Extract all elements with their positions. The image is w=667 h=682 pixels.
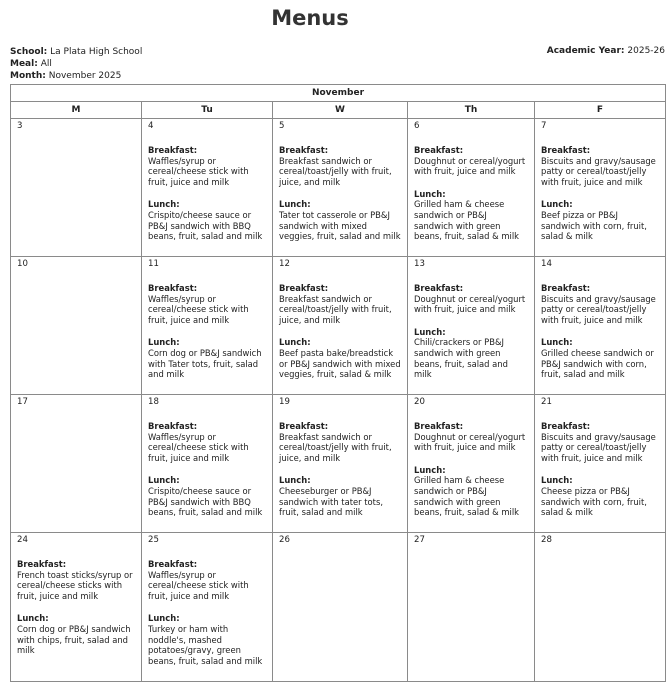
day-number: 27 xyxy=(414,535,425,545)
lunch-menu: Cheese pizza or PB&J sandwich with corn, fruit, salad & milk xyxy=(541,485,647,518)
breakfast-label: Breakfast: xyxy=(414,421,464,431)
weekday-header: F xyxy=(535,102,666,119)
day-cell xyxy=(408,533,535,682)
day-number: 4 xyxy=(148,121,154,131)
breakfast-label: Breakfast: xyxy=(541,283,591,293)
breakfast-label: Breakfast: xyxy=(414,283,464,293)
breakfast-label: Breakfast: xyxy=(148,283,198,293)
day-number: 17 xyxy=(17,397,28,407)
lunch-menu: Corn dog or PB&J sandwich with chips, fruit, salad and milk xyxy=(17,623,131,656)
breakfast-label: Breakfast: xyxy=(17,559,67,569)
weekday-header: M xyxy=(11,102,142,119)
day-number: 13 xyxy=(414,259,425,269)
day-cell xyxy=(273,533,408,682)
day-number: 26 xyxy=(279,535,290,545)
month-label: Month: xyxy=(10,71,46,81)
weekday-header-row xyxy=(11,102,666,119)
month-header: November xyxy=(11,85,666,102)
lunch-label: Lunch: xyxy=(541,475,573,486)
lunch-label: Lunch: xyxy=(541,199,573,210)
day-number: 3 xyxy=(17,121,23,131)
lunch-label: Lunch: xyxy=(414,326,446,337)
lunch-label: Lunch: xyxy=(279,475,311,486)
lunch-label: Lunch: xyxy=(541,337,573,348)
meal-value: All xyxy=(40,59,52,69)
lunch-label: Lunch: xyxy=(17,613,49,624)
breakfast-label: Breakfast: xyxy=(279,145,329,155)
lunch-menu: Turkey or ham with noddle's, mashed potatoes/gravy, green beans, fruit, salad and milk xyxy=(148,623,263,666)
day-cell xyxy=(142,395,273,533)
breakfast-label: Breakfast: xyxy=(414,145,464,155)
lunch-label: Lunch: xyxy=(148,337,180,348)
week-row xyxy=(11,119,666,257)
meal-label: Meal: xyxy=(10,59,38,69)
academic-year xyxy=(547,46,665,56)
breakfast-label: Breakfast: xyxy=(148,145,198,155)
menu-calendar xyxy=(10,84,666,682)
day-number: 11 xyxy=(148,259,159,269)
breakfast-menu: Biscuits and gravy/sausage patty or cereal/toast/jelly with fruit, juice and milk xyxy=(541,155,656,187)
day-cell xyxy=(142,257,273,395)
lunch-menu: Corn dog or PB&J sandwich with Tater tots, fruit, salad and milk xyxy=(148,347,262,380)
day-cell xyxy=(408,119,535,257)
day-number: 28 xyxy=(541,535,552,545)
breakfast-menu: Breakfast sandwich or cereal/toast/jelly with fruit, juice, and milk xyxy=(279,155,392,187)
lunch-menu: Grilled ham & cheese sandwich or PB&J sandwich with green beans, fruit, salad & milk xyxy=(414,199,520,242)
day-cell xyxy=(11,119,142,257)
day-number: 12 xyxy=(279,259,290,269)
week-row xyxy=(11,533,666,682)
lunch-label: Lunch: xyxy=(279,199,311,210)
day-cell xyxy=(273,257,408,395)
breakfast-menu: Breakfast sandwich or cereal/toast/jelly with fruit, juice, and milk xyxy=(279,293,392,325)
breakfast-menu: Waffles/syrup or cereal/cheese stick with fruit, juice and milk xyxy=(148,431,249,463)
day-cell xyxy=(535,533,666,682)
day-number: 10 xyxy=(17,259,28,269)
year-label: Academic Year: xyxy=(546,46,625,56)
breakfast-menu: Waffles/syrup or cereal/cheese stick with fruit, juice and milk xyxy=(148,293,249,325)
lunch-label: Lunch: xyxy=(148,475,180,486)
breakfast-label: Breakfast: xyxy=(279,421,329,431)
school-label: School: xyxy=(10,47,48,57)
lunch-menu: Grilled cheese sandwich or PB&J sandwich with corn, fruit, salad and milk xyxy=(541,347,654,380)
breakfast-menu: French toast sticks/syrup or cereal/cheese sticks with fruit, juice and milk xyxy=(17,569,133,601)
school-line xyxy=(10,46,142,58)
breakfast-label: Breakfast: xyxy=(148,559,198,569)
weekday-header: Tu xyxy=(142,102,273,119)
month-line xyxy=(10,70,142,82)
day-number: 18 xyxy=(148,397,159,407)
day-number: 21 xyxy=(541,397,552,407)
lunch-menu: Chili/crackers or PB&J sandwich with green beans, fruit, salad and milk xyxy=(414,337,508,380)
day-cell xyxy=(142,119,273,257)
day-cell xyxy=(273,119,408,257)
week-row xyxy=(11,395,666,533)
day-cell xyxy=(535,119,666,257)
lunch-label: Lunch: xyxy=(148,613,180,624)
day-cell xyxy=(142,533,273,682)
day-cell xyxy=(273,395,408,533)
breakfast-label: Breakfast: xyxy=(148,421,198,431)
day-number: 25 xyxy=(148,535,159,545)
day-number: 24 xyxy=(17,535,28,545)
weekday-header: W xyxy=(273,102,408,119)
day-cell xyxy=(535,257,666,395)
month-value: November 2025 xyxy=(48,71,122,81)
breakfast-label: Breakfast: xyxy=(279,283,329,293)
breakfast-label: Breakfast: xyxy=(541,145,591,155)
lunch-menu: Cheeseburger or PB&J sandwich with tater tots, fruit, salad and milk xyxy=(279,485,383,518)
breakfast-menu: Waffles/syrup or cereal/cheese stick with fruit, juice and milk xyxy=(148,569,249,601)
breakfast-label: Breakfast: xyxy=(541,421,591,431)
week-row xyxy=(11,257,666,395)
lunch-menu: Crispito/cheese sauce or PB&J sandwich with BBQ beans, fruit, salad and milk xyxy=(148,485,263,518)
day-cell xyxy=(408,395,535,533)
lunch-menu: Beef pasta bake/breadstick or PB&J sandwich with mixed veggies, fruit, salad & milk xyxy=(279,347,401,380)
breakfast-menu: Breakfast sandwich or cereal/toast/jelly with fruit, juice, and milk xyxy=(279,431,392,463)
day-cell xyxy=(11,533,142,682)
lunch-label: Lunch: xyxy=(414,188,446,199)
day-cell xyxy=(11,257,142,395)
lunch-label: Lunch: xyxy=(414,464,446,475)
day-cell xyxy=(11,395,142,533)
lunch-label: Lunch: xyxy=(148,199,180,210)
menu-info xyxy=(10,46,142,82)
breakfast-menu: Doughnut or cereal/yogurt with fruit, juice and milk xyxy=(414,293,526,315)
day-number: 6 xyxy=(414,121,420,131)
day-number: 7 xyxy=(541,121,547,131)
day-number: 14 xyxy=(541,259,552,269)
day-number: 19 xyxy=(279,397,290,407)
school-name: La Plata High School xyxy=(50,47,143,57)
breakfast-menu: Waffles/syrup or cereal/cheese stick with fruit, juice and milk xyxy=(148,155,249,187)
breakfast-menu: Biscuits and gravy/sausage patty or cereal/toast/jelly with fruit, juice and milk xyxy=(541,293,656,325)
breakfast-menu: Doughnut or cereal/yogurt with fruit, juice and milk xyxy=(414,431,526,453)
day-number: 5 xyxy=(279,121,285,131)
lunch-menu: Tater tot casserole or PB&J sandwich with mixed veggies, fruit, salad and milk xyxy=(279,209,401,242)
year-value: 2025-26 xyxy=(627,46,665,56)
lunch-menu: Crispito/cheese sauce or PB&J sandwich with BBQ beans, fruit, salad and milk xyxy=(148,209,263,242)
day-cell xyxy=(408,257,535,395)
lunch-menu: Grilled ham & cheese sandwich or PB&J sandwich with green beans, fruit, salad & milk xyxy=(414,475,520,518)
day-cell xyxy=(535,395,666,533)
lunch-menu: Beef pizza or PB&J sandwich with corn, fruit, salad & milk xyxy=(541,209,647,242)
page-title: Menus xyxy=(271,6,349,30)
day-number: 20 xyxy=(414,397,425,407)
breakfast-menu: Biscuits and gravy/sausage patty or cereal/toast/jelly with fruit, juice and milk xyxy=(541,431,656,463)
meal-line xyxy=(10,58,142,70)
weekday-header: Th xyxy=(408,102,535,119)
lunch-label: Lunch: xyxy=(279,337,311,348)
breakfast-menu: Doughnut or cereal/yogurt with fruit, juice and milk xyxy=(414,155,526,177)
